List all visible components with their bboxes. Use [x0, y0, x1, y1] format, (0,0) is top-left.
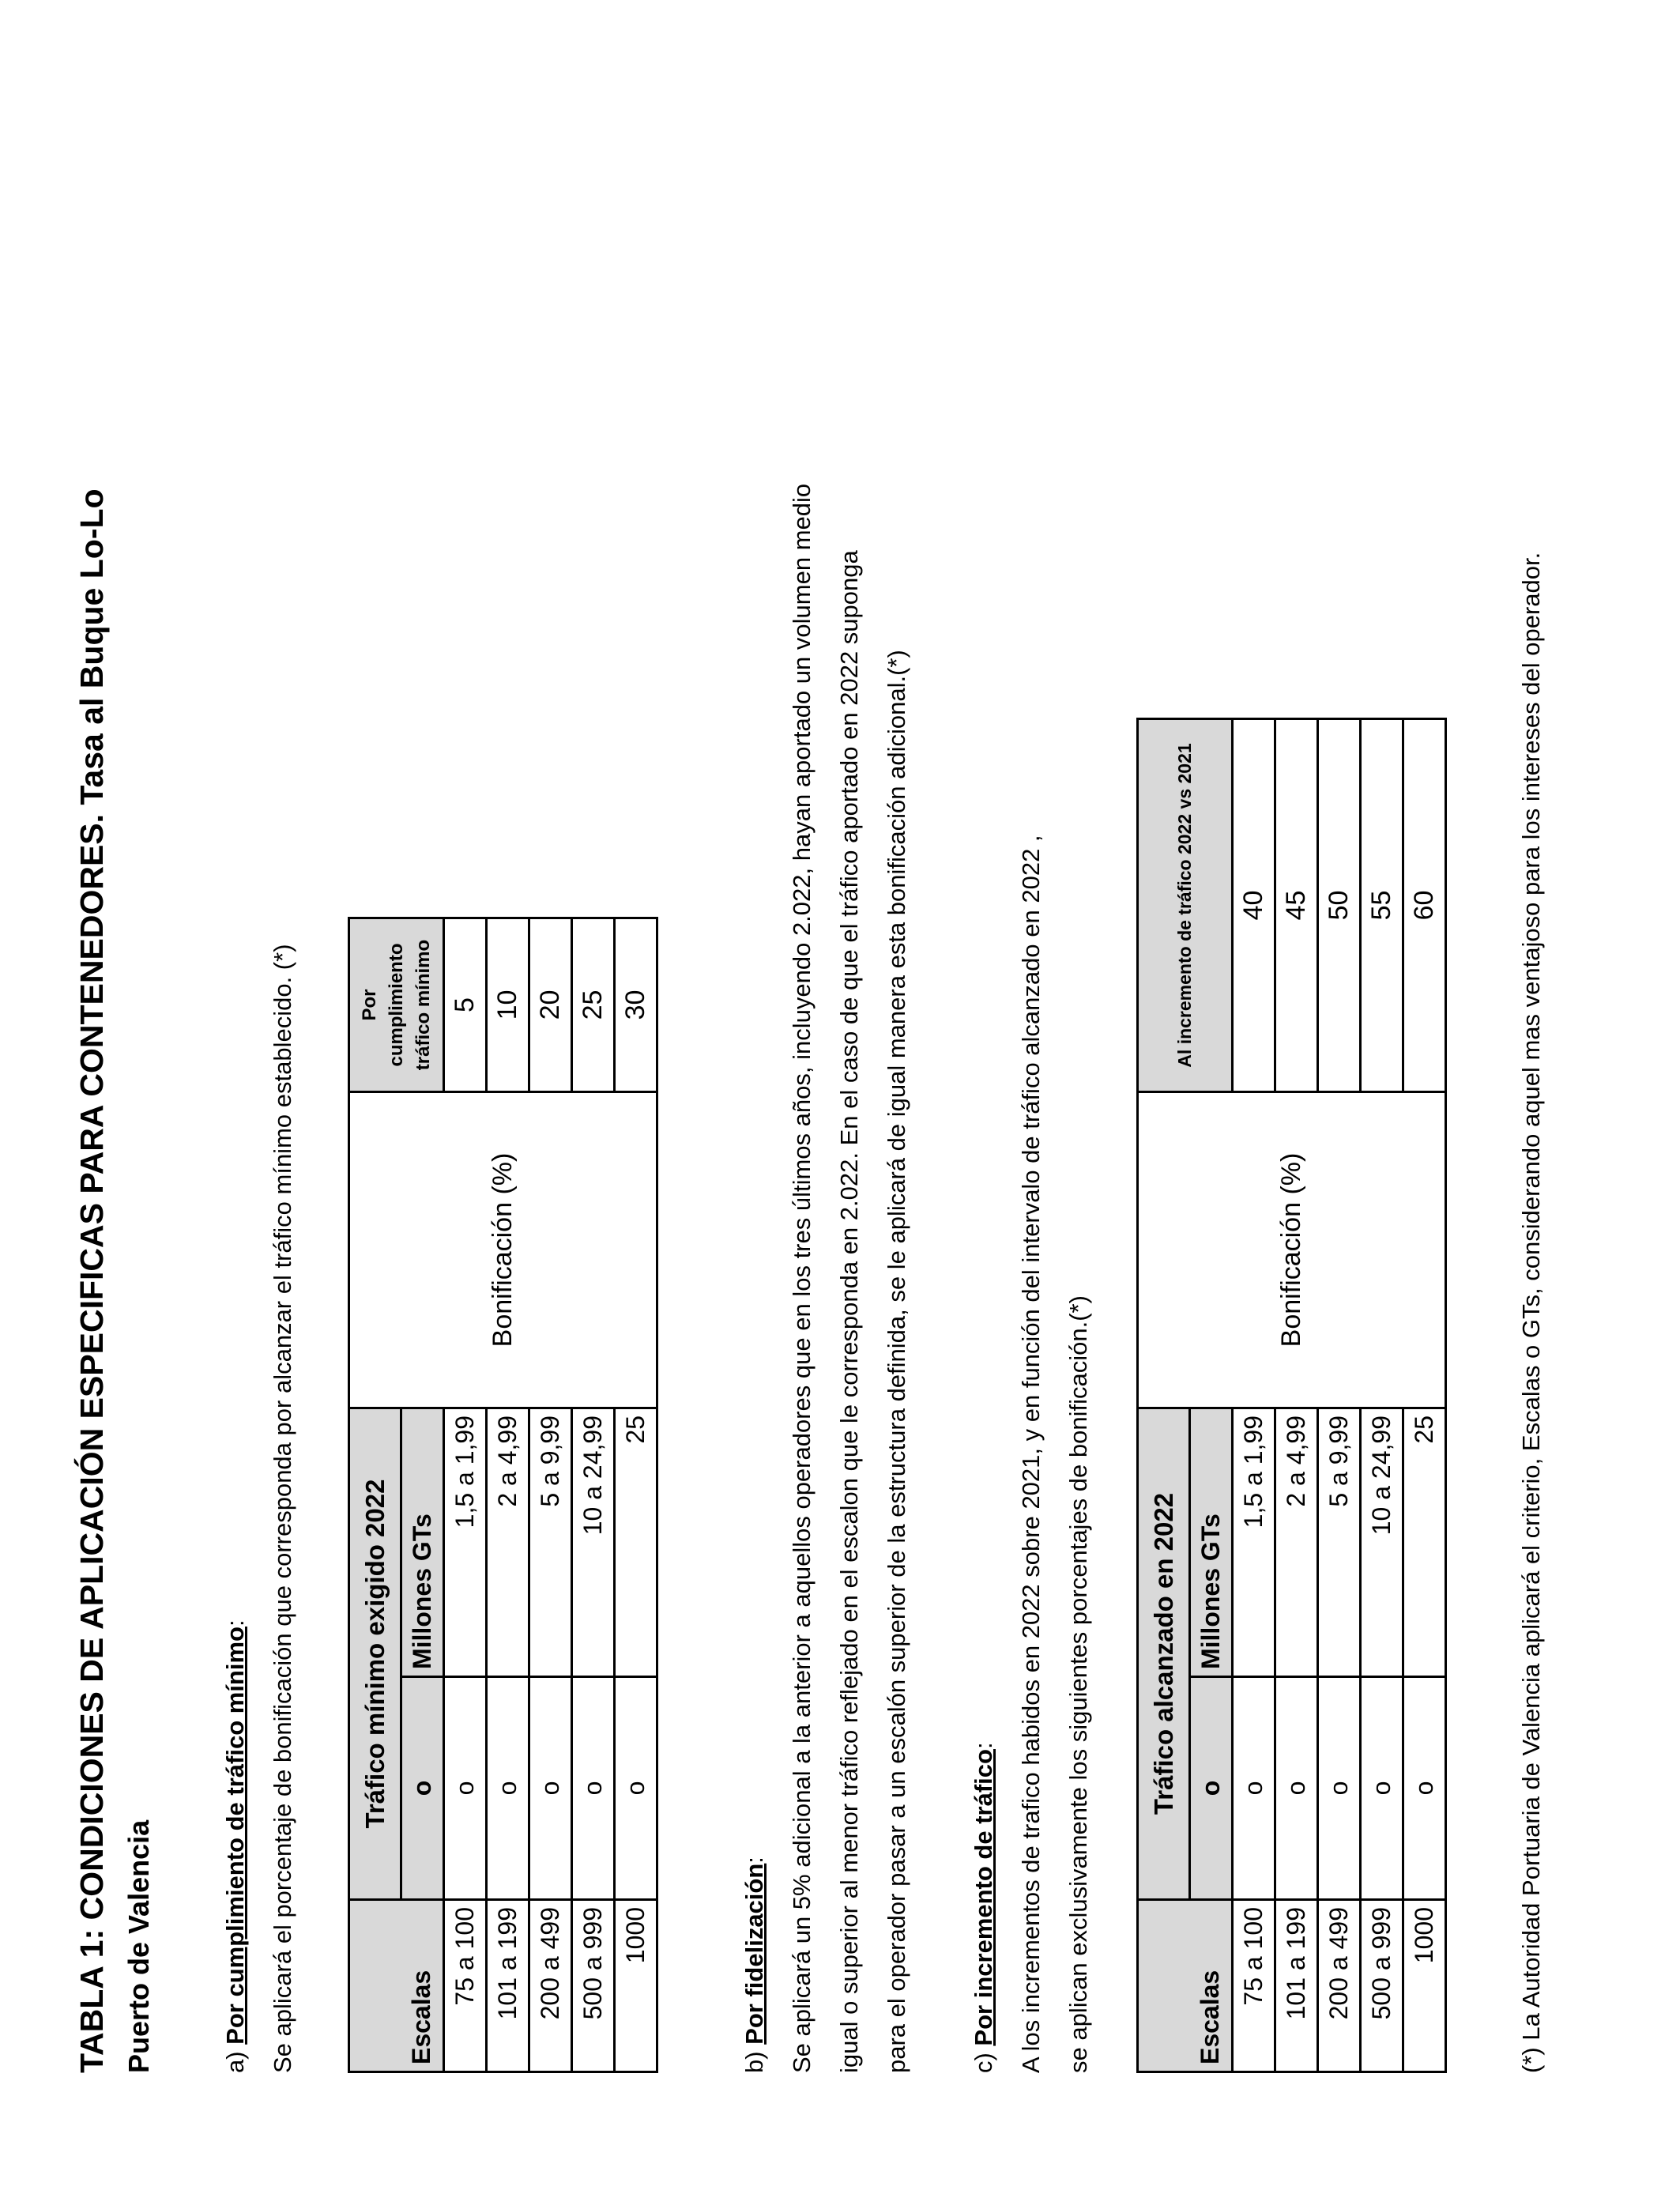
- cell-pct: 30: [615, 918, 657, 1092]
- section-b-line-2: igual o superior al menor tráfico reflejado en el escalon que le corresponda en 2.022. En el caso de que el tráfico aportado en 2022 suponga: [835, 550, 863, 2073]
- section-c-heading: [960, 1742, 1008, 2073]
- table-row: [572, 918, 615, 2072]
- cell-escalas: 101 a 199: [1275, 1900, 1318, 2072]
- cell-o: o: [1361, 1677, 1403, 1900]
- section-a-text: Se aplicará el porcentaje de bonificación que corresponda por alcanzar el tráfico mínimo establecido. (*): [269, 944, 296, 2073]
- section-a-label: a): [221, 2044, 249, 2073]
- section-a-title: Por cumplimiento de tráfico mínimo: [221, 1627, 249, 2045]
- cell-gts: 1,5 a 1,99: [444, 1408, 487, 1677]
- col-escalas: Escalas: [401, 1900, 444, 2072]
- cell-gts: 5 a 9,99: [529, 1408, 572, 1677]
- cell-o: o: [529, 1677, 572, 1900]
- cell-pct: 50: [1318, 719, 1361, 1092]
- cell-o: o: [1403, 1677, 1446, 1900]
- section-b-label: b): [740, 2044, 768, 2073]
- cell-pct: 55: [1361, 719, 1403, 1092]
- col-o: o: [1190, 1677, 1233, 1900]
- cell-gts: 10 a 24,99: [572, 1408, 615, 1677]
- col-gts: Millones GTs: [401, 1408, 444, 1677]
- cell-gts: 1,5 a 1,99: [1233, 1408, 1275, 1677]
- cell-o: o: [487, 1677, 529, 1900]
- cell-gts: 2 a 4,99: [1275, 1408, 1318, 1677]
- cell-gts: 2 a 4,99: [487, 1408, 529, 1677]
- section-b-line-3: para el operador pasar a un escalón superior de la estructura definida, se le aplicará de igual manera esta bonificación adicional.(*): [883, 650, 910, 2073]
- cell-escalas: 200 a 499: [529, 1900, 572, 2072]
- cell-gts: 25: [615, 1408, 657, 1677]
- cell-o: o: [1233, 1677, 1275, 1900]
- section-c-title: Por incremento de tráfico: [970, 1749, 997, 2046]
- pct-header: Por cumplimiento tráfico mínimo: [349, 918, 444, 1092]
- cell-o: o: [615, 1677, 657, 1900]
- section-b-heading: [731, 1857, 778, 2073]
- table-minimum-traffic: [348, 917, 658, 2073]
- bonificacion-label: Bonificación (%): [1138, 1092, 1446, 1408]
- cell-escalas: 75 a 100: [444, 1900, 487, 2072]
- cell-pct: 40: [1233, 719, 1275, 1092]
- section-a-colon: :: [221, 1619, 249, 1627]
- table-row: [529, 918, 572, 2072]
- table-row: [615, 918, 657, 2072]
- section-c-colon: :: [970, 1742, 997, 1750]
- pct-header: Al incremento de tráfico 2022 vs 2021: [1138, 719, 1233, 1092]
- blank-header-cell: [349, 1900, 401, 2072]
- cell-escalas: 75 a 100: [1233, 1900, 1275, 2072]
- section-c-label: c): [970, 2045, 997, 2073]
- section-b-colon: :: [740, 1857, 768, 1864]
- cell-o: o: [1318, 1677, 1361, 1900]
- cell-o: o: [572, 1677, 615, 1900]
- cell-pct: 45: [1275, 719, 1318, 1092]
- table-row: [487, 918, 529, 2072]
- table-traffic-increase: [1136, 718, 1447, 2073]
- col-o: o: [401, 1677, 444, 1900]
- cell-escalas: 500 a 999: [1361, 1900, 1403, 2072]
- cell-gts: 5 a 9,99: [1318, 1408, 1361, 1677]
- bonificacion-label: Bonificación (%): [349, 1092, 657, 1408]
- cell-gts: 25: [1403, 1408, 1446, 1677]
- group-header: Tráfico mínimo exigido 2022: [349, 1408, 401, 1900]
- col-gts: Millones GTs: [1190, 1408, 1233, 1677]
- col-escalas: Escalas: [1190, 1900, 1233, 2072]
- section-c-line-1: A los incrementos de trafico habidos en 2022 sobre 2021, y en función del intervalo de tráfico alcanzado en 2022 ,: [1017, 835, 1045, 2073]
- cell-pct: 60: [1403, 719, 1446, 1092]
- cell-o: o: [1275, 1677, 1318, 1900]
- cell-pct: 10: [487, 918, 529, 1092]
- footnote: (*) La Autoridad Portuaria de Valencia aplicará el criterio, Escalas o GTs, considerando aquel mas ventajoso para los intereses del operador.: [1517, 552, 1545, 2073]
- cell-gts: 10 a 24,99: [1361, 1408, 1403, 1677]
- page-subtitle: Puerto de Valencia: [122, 1819, 155, 2073]
- cell-escalas: 1000: [1403, 1900, 1446, 2072]
- cell-escalas: 500 a 999: [572, 1900, 615, 2072]
- cell-pct: 5: [444, 918, 487, 1092]
- blank-header-cell: [1138, 1900, 1190, 2072]
- table-row: [444, 918, 487, 2072]
- section-a-heading: [212, 1619, 259, 2073]
- page-title: TABLA 1: CONDICIONES DE APLICACIÓN ESPECIFICAS PARA CONTENEDORES. Tasa al Buque Lo-Lo: [73, 488, 110, 2073]
- cell-pct: 25: [572, 918, 615, 1092]
- cell-escalas: 101 a 199: [487, 1900, 529, 2072]
- group-header: Tráfico alcanzado en 2022: [1138, 1408, 1190, 1900]
- cell-o: o: [444, 1677, 487, 1900]
- cell-escalas: 200 a 499: [1318, 1900, 1361, 2072]
- cell-escalas: 1000: [615, 1900, 657, 2072]
- cell-pct: 20: [529, 918, 572, 1092]
- section-b-title: Por fidelización: [740, 1863, 768, 2045]
- section-b-line-1: Se aplicará un 5% adicional a la anterior a aquellos operadores que en los tres últimos años, incluyendo 2.022, hayan aportado un volumen medio: [788, 483, 816, 2073]
- section-c-line-2: se aplican exclusivamente los siguientes porcentajes de bonificación.(*): [1064, 1295, 1092, 2073]
